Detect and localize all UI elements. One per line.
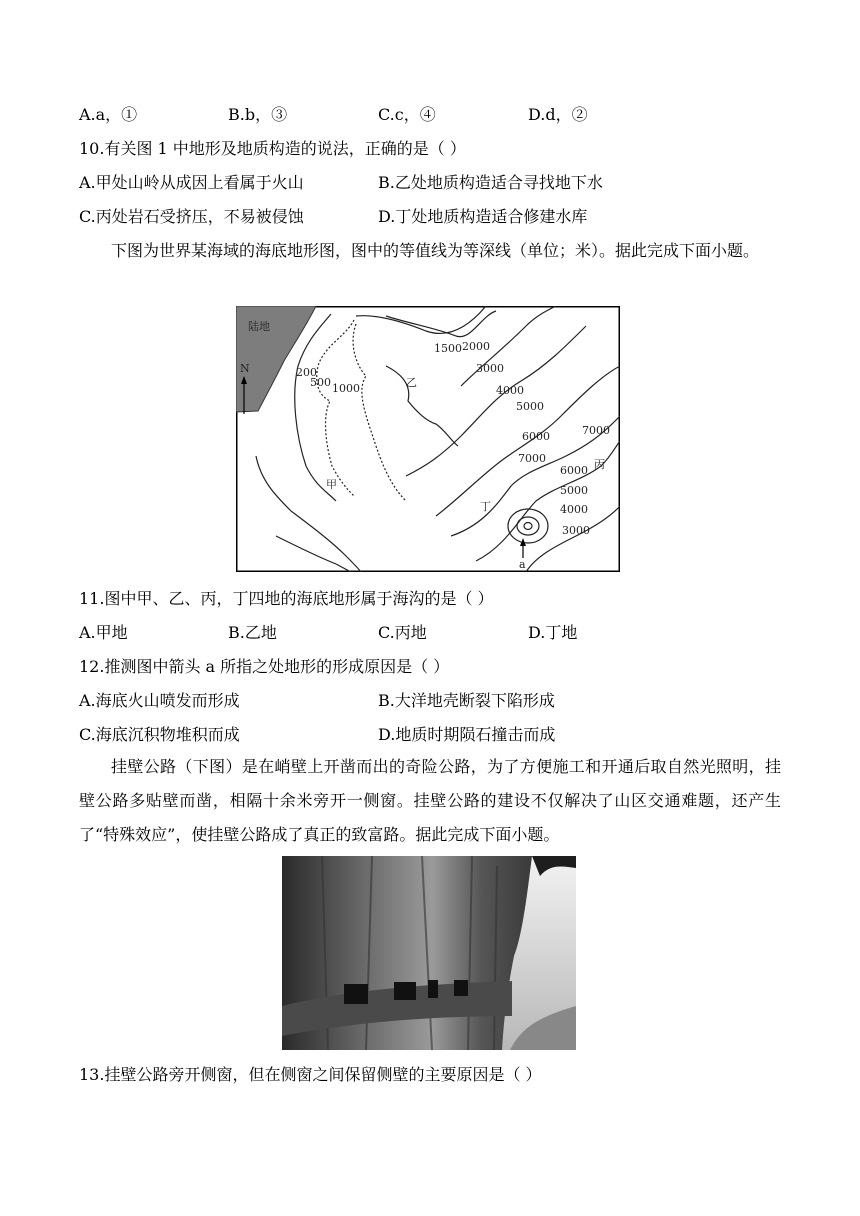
depth-label-1500: 1500 [434, 342, 462, 355]
svg-text:N: N [240, 362, 250, 375]
depth-label-4000-east: 4000 [560, 503, 588, 516]
depth-label-1000: 1000 [332, 382, 360, 395]
depth-label-500: 500 [310, 376, 331, 389]
place-label-ding: 丁 [480, 500, 491, 513]
q12-option-c: C.海底沉积物堆积而成 [79, 725, 240, 744]
depth-label-2000: 2000 [462, 340, 490, 353]
depth-label-6000: 6000 [522, 430, 550, 443]
q12-option-d: D.地质时期陨石撞击而成 [378, 725, 556, 744]
place-label-bing: 丙 [594, 458, 605, 471]
road-intro-paragraph: 挂壁公路（下图）是在峭壁上开凿而出的奇险公路，为了方便施工和开通后取自然光照明，挂壁公路多贴壁而凿，相隔十余米旁开一侧窗。挂壁公路的建设不仅解决了山区交通难题，还产生了“特殊效应”，使挂壁公路成了真正的致富路。据此完成下面小题。 [79, 757, 781, 844]
q11-stem: 11.图中甲、乙、丙，丁四地的海底地形属于海沟的是（ ） [79, 589, 494, 608]
q12-option-b: B.大洋地壳断裂下陷形成 [378, 691, 555, 710]
q9-option-a: A.a，① [79, 105, 138, 124]
q10-option-a: A.甲处山岭从成因上看属于火山 [79, 173, 304, 192]
q13-stem: 13.挂壁公路旁开侧窗，但在侧窗之间保留侧壁的主要原因是（ ） [79, 1065, 542, 1084]
depth-label-3000-east: 3000 [562, 524, 590, 537]
depth-label-4000: 4000 [496, 384, 524, 397]
place-label-jia: 甲 [326, 478, 337, 491]
q9-option-d: D.d，② [528, 105, 588, 124]
depth-label-200: 200 [296, 366, 317, 379]
q10-option-b: B.乙处地质构造适合寻找地下水 [378, 173, 603, 192]
arrow-a-label: a [519, 558, 526, 571]
q11-option-d: D.丁地 [528, 623, 578, 642]
q12-option-a: A.海底火山喷发而形成 [79, 691, 240, 710]
q10-option-d: D.丁处地质构造适合修建水库 [378, 207, 588, 226]
map-intro-paragraph: 下图为世界某海域的海底地形图，图中的等值线为等深线（单位；米）。据此完成下面小题。 [111, 241, 760, 260]
q11-option-a: A.甲地 [79, 623, 128, 642]
q9-option-b: B.b，③ [228, 105, 288, 124]
q12-stem: 12.推测图中箭头 a 所指之处地形的形成原因是（ ） [79, 657, 450, 676]
depth-label-5000-east: 5000 [560, 484, 588, 497]
q9-option-c: C.c，④ [378, 105, 436, 124]
land-label: 陆地 [248, 320, 270, 333]
q10-option-c: C.丙处岩石受挤压，不易被侵蚀 [79, 207, 304, 226]
seafloor-contour-map [236, 306, 620, 572]
q11-option-c: C.丙地 [378, 623, 427, 642]
depth-label-6000-east: 6000 [560, 464, 588, 477]
cliff-road-photo [282, 856, 576, 1050]
q11-option-b: B.乙地 [228, 623, 277, 642]
q10-stem: 10.有关图 1 中地形及地质构造的说法，正确的是（ ） [79, 139, 466, 158]
depth-label-3000: 3000 [476, 362, 504, 375]
place-label-yi: 乙 [406, 376, 417, 389]
depth-label-7000-east: 7000 [582, 424, 610, 437]
depth-label-7000: 7000 [518, 452, 546, 465]
depth-label-5000: 5000 [516, 400, 544, 413]
